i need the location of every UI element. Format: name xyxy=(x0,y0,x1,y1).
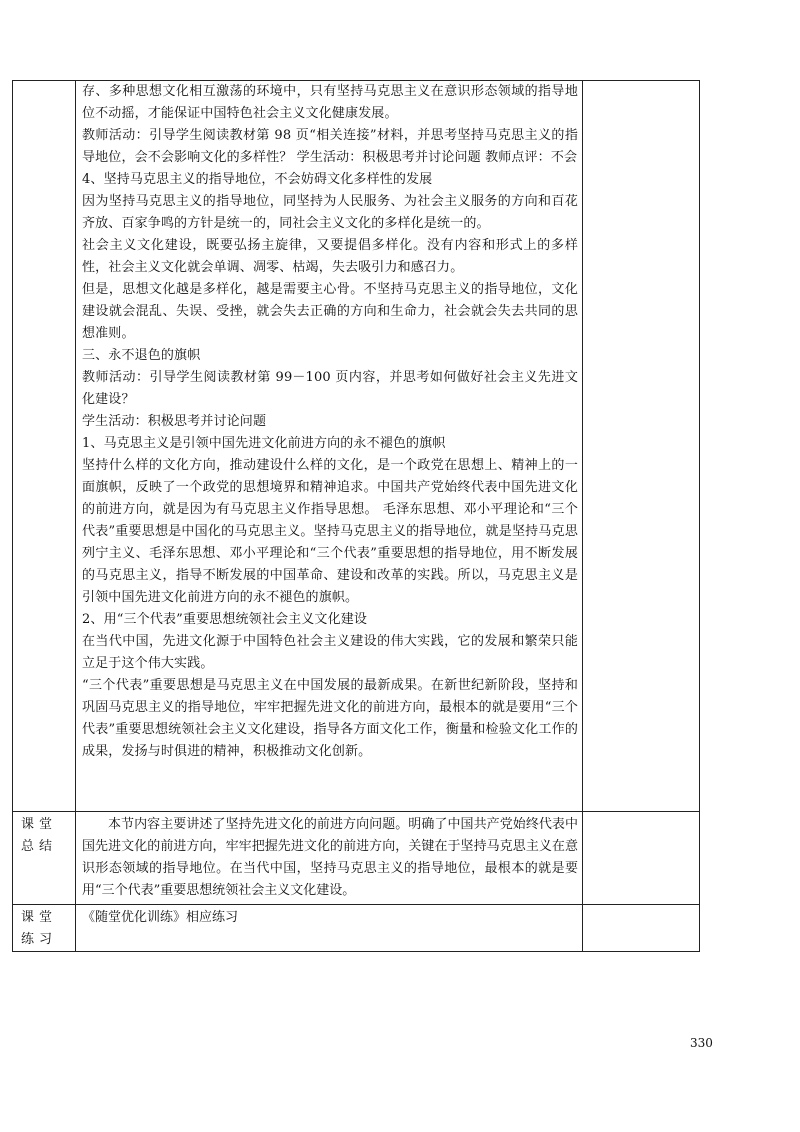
summary-content-cell xyxy=(76,812,583,905)
subheading: 1、马克思主义是引领中国先进文化前进方向的永不褪色的旗帜 xyxy=(82,436,446,451)
practice-row xyxy=(13,905,700,952)
main-side-cell xyxy=(583,81,700,812)
paragraph: “三个代表”重要思想是马克思主义在中国发展的最新成果。在新世纪新阶段，坚持和巩固马克思主义的指导地位，牢牢把握先进文化的前进方向，最根本的就是要用“三个代表”重要思想统领社会主义文化建设，指导各方面文化工作，衡量和检验文化工作的成果，发扬与时俱进的精神，积极推动文化创新。 xyxy=(82,678,578,759)
summary-side-cell xyxy=(583,812,700,905)
subheading: 2、用“三个代表”重要思想统领社会主义文化建设 xyxy=(82,612,368,627)
paragraph: 因为坚持马克思主义的指导地位，同坚持为人民服务、为社会主义服务的方向和百花齐放、百家争鸣的方针是统一的，同社会主义文化的多样化是统一的。 xyxy=(82,194,578,231)
paragraph: 教师活动：引导学生阅读教材第 99－100 页内容，并思考如何做好社会主义先进文化建设？ xyxy=(82,370,578,407)
summary-label: 课堂总结 xyxy=(21,817,58,854)
summary-row xyxy=(13,812,700,905)
paragraph: 学生活动：积极思考并讨论问题 xyxy=(82,414,267,429)
main-label-cell xyxy=(13,81,76,812)
paragraph: 存、多种思想文化相互激荡的环境中，只有坚持马克思主义在意识形态领域的指导地位不动摇，才能保证中国特色社会主义文化健康发展。 xyxy=(82,84,578,121)
lesson-plan-table xyxy=(12,80,700,952)
paragraph: 4、坚持马克思主义的指导地位，不会妨碍文化多样性的发展 xyxy=(82,172,433,187)
main-content-row xyxy=(13,81,700,812)
paragraph: 在当代中国，先进文化源于中国特色社会主义建设的伟大实践，它的发展和繁荣只能立足于这个伟大实践。 xyxy=(82,634,578,671)
paragraph: 坚持什么样的文化方向，推动建设什么样的文化，是一个政党在思想上、精神上的一面旗帜，反映了一个政党的思想境界和精神追求。中国共产党始终代表中国先进文化的前进方向，就是因为有马克思主义作指导思想。 毛泽东思想、邓小平理论和“三个代表”重要思想是中国化的马克思主义。坚持马克思主义的指导地位，就是坚持马克思列宁主义、毛泽东思想、邓小平理论和“三个代表”重要思想的指导地位，用不断发展的马克思主义，指导不断发展的中国革命、建设和改革的实践。所以，马克思主义是引领中国先进文化前进方向的永不褪色的旗帜。 xyxy=(82,458,578,605)
section-heading: 三、永不退色的旗帜 xyxy=(82,348,201,363)
practice-label-cell xyxy=(13,905,76,952)
practice-text: 《随堂优化训练》相应练习 xyxy=(82,910,239,925)
practice-content-cell xyxy=(76,905,583,952)
main-content-cell xyxy=(76,81,583,812)
summary-label-cell xyxy=(13,812,76,905)
main-text-block xyxy=(76,81,582,811)
paragraph: 社会主义文化建设，既要弘扬主旋律，又要提倡多样化。没有内容和形式上的多样性，社会主义文化就会单调、凋零、枯竭，失去吸引力和感召力。 xyxy=(82,238,578,275)
paragraph: 教师活动：引导学生阅读教材第 98 页“相关连接”材料，并思考坚持马克思主义的指导地位，会不会影响文化的多样性？ 学生活动：积极思考并讨论问题 教师点评：不会 xyxy=(82,128,578,165)
page-number: 330 xyxy=(690,1036,713,1050)
practice-side-cell xyxy=(583,905,700,952)
practice-label: 课堂练习 xyxy=(21,910,58,947)
summary-text: 本节内容主要讲述了坚持先进文化的前进方向问题。明确了中国共产党始终代表中国先进文化的前进方向，牢牢把握先进文化的前进方向，关键在于坚持马克思主义在意识形态领域的指导地位。在当代中国，坚持马克思主义的指导地位，最根本的就是要用“三个代表”重要思想统领社会主义文化建设。 xyxy=(82,817,578,898)
paragraph: 但是，思想文化越是多样化，越是需要主心骨。不坚持马克思主义的指导地位，文化建设就会混乱、失误、受挫，就会失去正确的方向和生命力，社会就会失去共同的思想准则。 xyxy=(82,282,578,341)
